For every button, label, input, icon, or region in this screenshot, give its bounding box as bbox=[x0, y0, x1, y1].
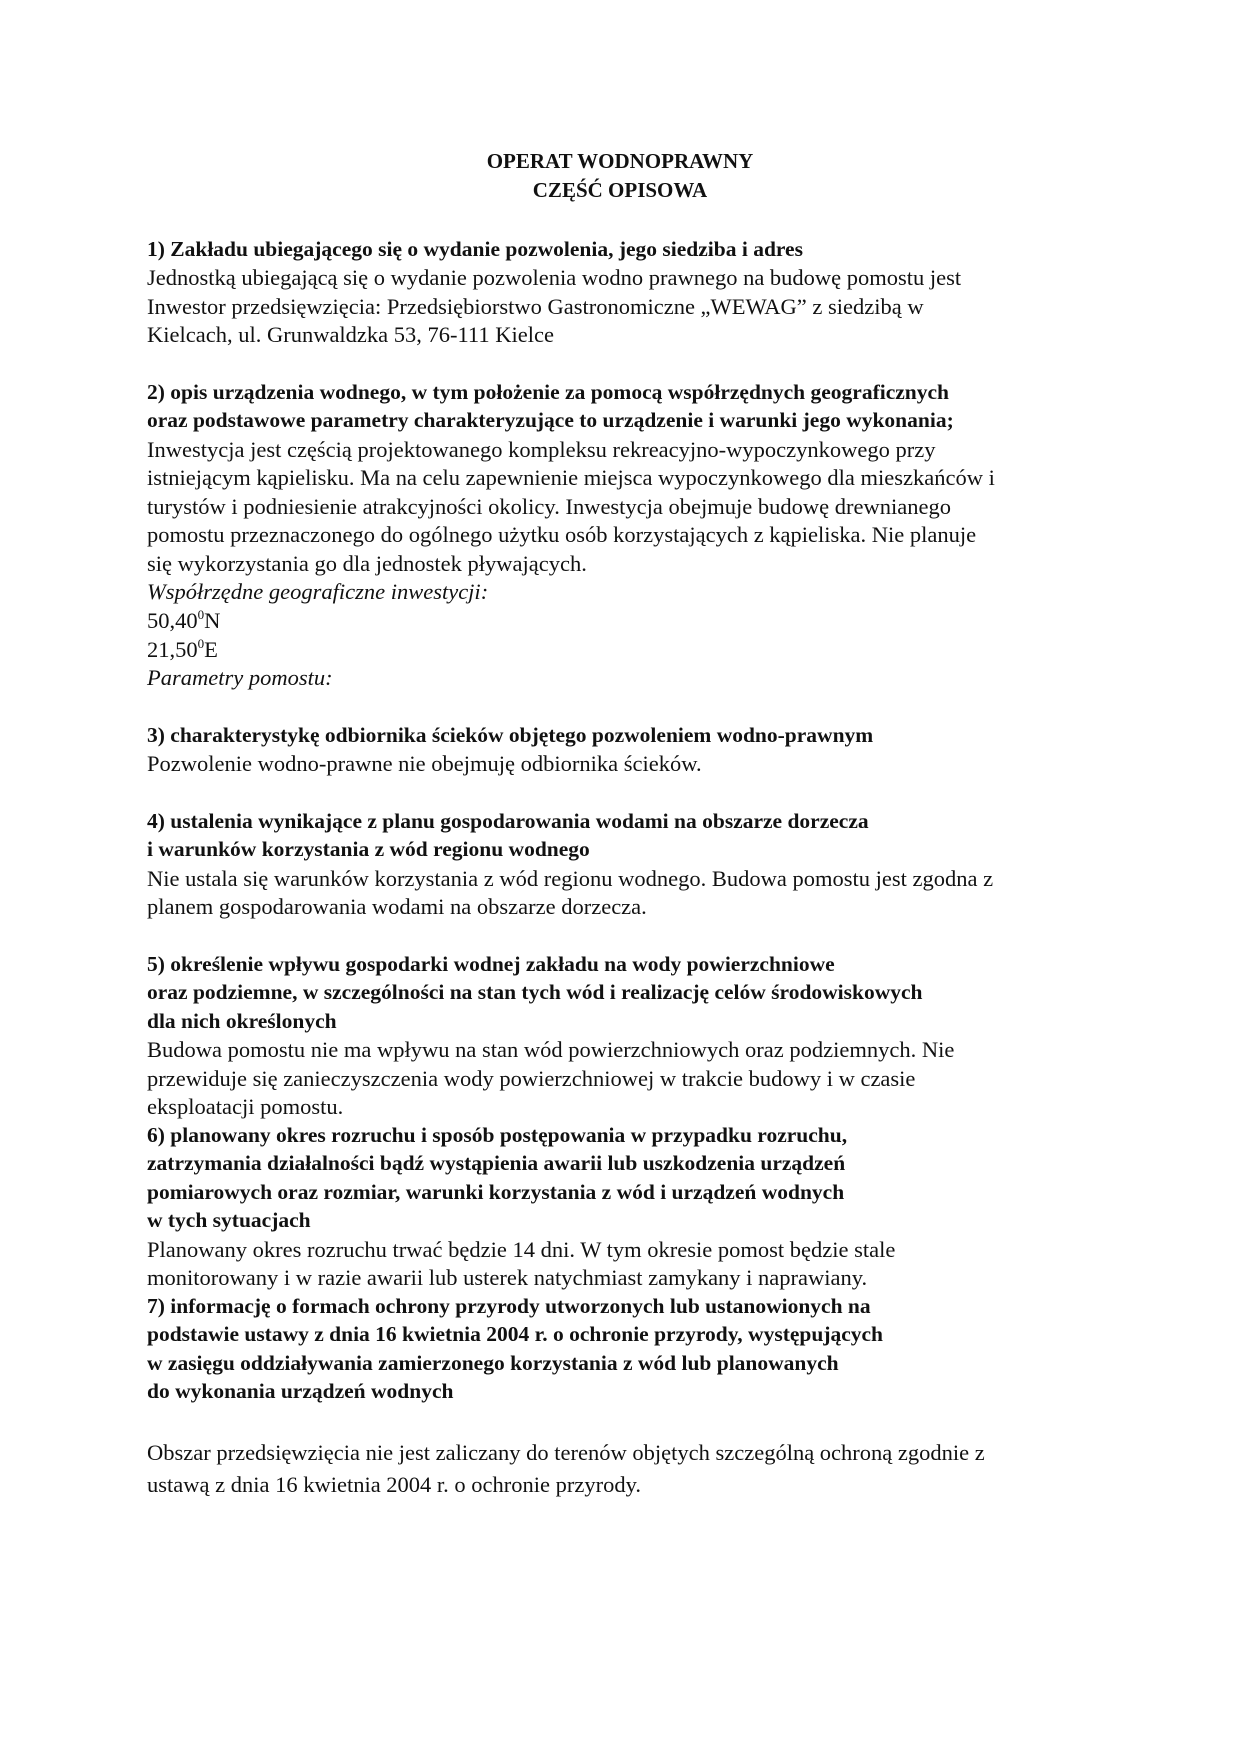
section-2-text: turystów i podniesienie atrakcyjności okolicy. Inwestycja obejmuje budowę drewnianego bbox=[147, 494, 951, 519]
latitude-value: 50,40$^0$N bbox=[147, 607, 221, 633]
section-5-text: Budowa pomostu nie ma wpływu na stan wód powierzchniowych oraz podziemnych. Nie bbox=[147, 1037, 955, 1062]
longitude-value: 21,50$^0$E bbox=[147, 636, 218, 662]
section-5-heading: dla nich określonych bbox=[147, 1009, 337, 1033]
section-6-text: monitorowany i w razie awarii lub usterek natychmiast zamykany i naprawiany. bbox=[147, 1265, 868, 1290]
section-5-text: przewiduje się zanieczyszczenia wody powierzchniowej w trakcie budowy i w czasie bbox=[147, 1066, 916, 1091]
section-3-heading: 3) charakterystykę odbiornika ścieków objętego pozwoleniem wodno-prawnym bbox=[147, 723, 874, 747]
section-7-text: Obszar przedsięwzięcia nie jest zaliczany do terenów objętych szczególną ochroną zgodnie z bbox=[147, 1440, 985, 1465]
section-5-heading: 5) określenie wpływu gospodarki wodnej zakładu na wody powierzchniowe bbox=[147, 952, 835, 976]
section-7-heading: w zasięgu oddziaływania zamierzonego korzystania z wód lub planowanych bbox=[147, 1351, 839, 1375]
section-2-text: istniejącym kąpielisku. Ma na celu zapewnienie miejsca wypoczynkowego dla mieszkańców i bbox=[147, 465, 995, 490]
section-1-text: Inwestor przedsięwzięcia: Przedsiębiorstwo Gastronomiczne „WEWAG” z siedzibą w bbox=[147, 294, 924, 319]
section-1-text: Jednostką ubiegającą się o wydanie pozwolenia wodno prawnego na budowę pomostu jest bbox=[147, 265, 962, 290]
section-6-heading: zatrzymania działalności bądź wystąpienia awarii lub uszkodzenia urządzeń bbox=[147, 1151, 846, 1175]
section-2-text: się wykorzystania go dla jednostek pływających. bbox=[147, 551, 587, 576]
section-2-heading: 2) opis urządzenia wodnego, w tym położenie za pomocą współrzędnych geograficznych bbox=[147, 380, 949, 404]
section-7-heading: do wykonania urządzeń wodnych bbox=[147, 1379, 454, 1403]
section-2-text: pomostu przeznaczonego do ogólnego użytku osób korzystających z kąpieliska. Nie planuje bbox=[147, 522, 977, 547]
document-title: OPERAT WODNOPRAWNY bbox=[486, 149, 754, 173]
section-6-heading: pomiarowych oraz rozmiar, warunki korzystania z wód i urządzeń wodnych bbox=[147, 1180, 845, 1204]
section-2-text: Inwestycja jest częścią projektowanego kompleksu rekreacyjno-wypoczynkowego przy bbox=[147, 437, 936, 462]
section-3-text: Pozwolenie wodno-prawne nie obejmuję odbiornika ścieków. bbox=[147, 751, 702, 776]
section-5-text: eksploatacji pomostu. bbox=[147, 1094, 344, 1119]
section-1-heading: 1) Zakładu ubiegającego się o wydanie pozwolenia, jego siedziba i adres bbox=[147, 237, 803, 261]
section-4-text: Nie ustala się warunków korzystania z wód regionu wodnego. Budowa pomostu jest zgodna z bbox=[147, 866, 994, 891]
coordinates-label: Współrzędne geograficzne inwestycji: bbox=[147, 579, 489, 604]
parameters-label: Parametry pomostu: bbox=[147, 665, 333, 690]
section-4-heading: i warunków korzystania z wód regionu wodnego bbox=[147, 837, 590, 861]
section-7-text: ustawą z dnia 16 kwietnia 2004 r. o ochronie przyrody. bbox=[147, 1472, 642, 1497]
section-7-heading: podstawie ustawy z dnia 16 kwietnia 2004 r. o ochronie przyrody, występujących bbox=[147, 1322, 884, 1346]
section-4-text: planem gospodarowania wodami na obszarze dorzecza. bbox=[147, 894, 647, 919]
section-7-heading: 7) informację o formach ochrony przyrody utworzonych lub ustanowionych na bbox=[147, 1294, 871, 1318]
section-4-heading: 4) ustalenia wynikające z planu gospodarowania wodami na obszarze dorzecza bbox=[147, 809, 869, 833]
section-5-heading: oraz podziemne, w szczególności na stan tych wód i realizację celów środowiskowych bbox=[147, 980, 923, 1004]
section-6-heading: 6) planowany okres rozruchu i sposób postępowania w przypadku rozruchu, bbox=[147, 1123, 848, 1147]
section-1-text: Kielcach, ul. Grunwaldzka 53, 76-111 Kielce bbox=[147, 322, 554, 347]
section-2-heading: oraz podstawowe parametry charakteryzujące to urządzenie i warunki jego wykonania; bbox=[147, 408, 954, 432]
document-subtitle: CZĘŚĆ OPISOWA bbox=[532, 178, 708, 202]
section-6-heading: w tych sytuacjach bbox=[147, 1208, 311, 1232]
section-6-text: Planowany okres rozruchu trwać będzie 14 dni. W tym okresie pomost będzie stale bbox=[147, 1237, 896, 1262]
